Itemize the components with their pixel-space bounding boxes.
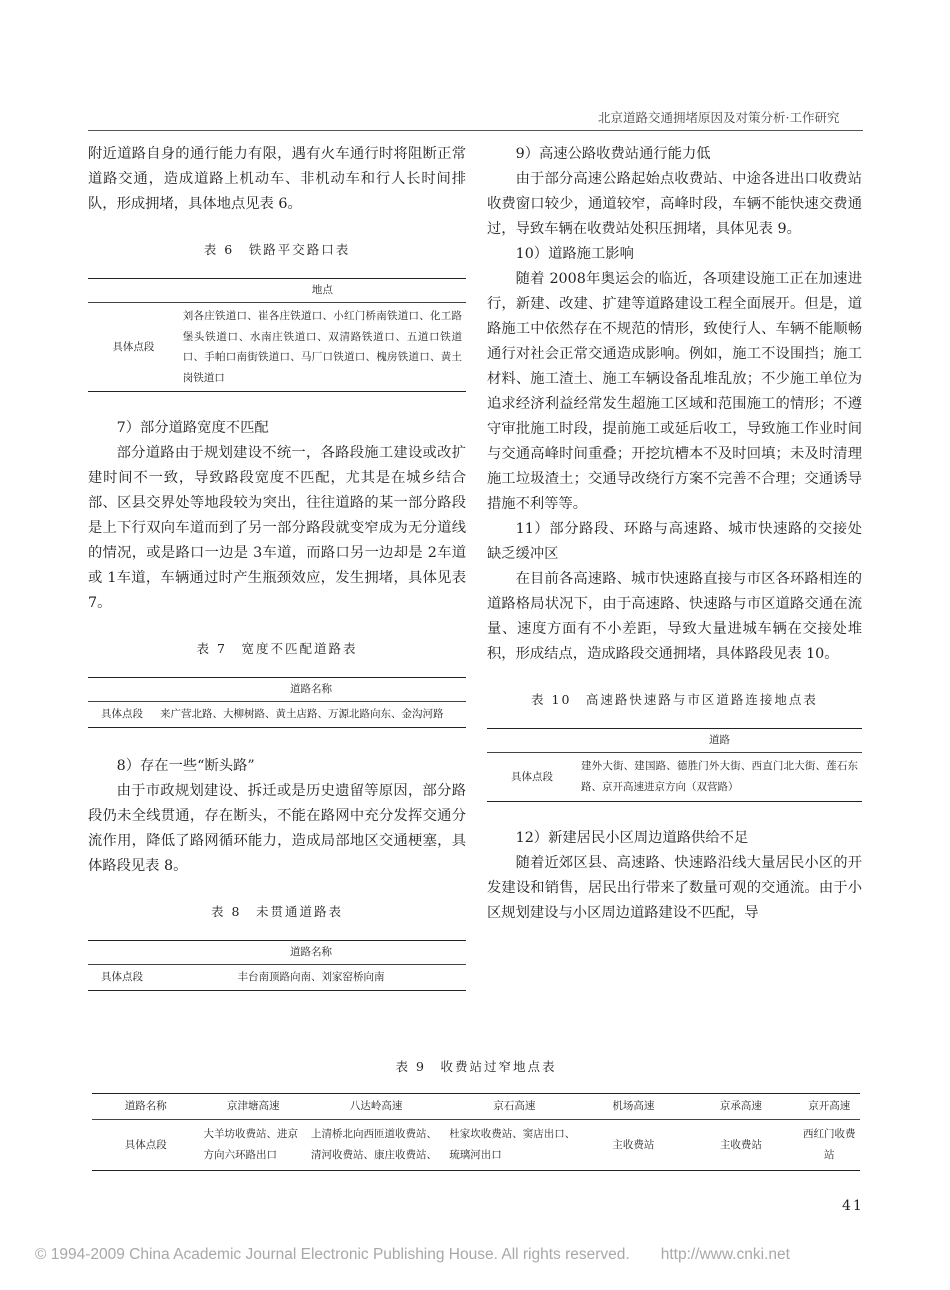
table9-header-cell: 八达岭高速 [307, 1094, 445, 1120]
paragraph-11: 在目前各高速路、城市快速路直接与市区各环路相连的道路格局状况下，由于高速路、快速路与市区道路交通在流量、速度方面有不小差距，导致大量进城车辆在交接处堆积，形成结点，造成路段交通拥堵，具体路段见表 10。 [487, 571, 862, 662]
table7-caption: 表 7 宽度不匹配道路表 [196, 641, 358, 656]
section-heading-8: 8）存在一些“断头路” [116, 758, 255, 774]
section-heading-10: 10）道路施工影响 [515, 246, 634, 262]
table10-row-label: 具体点段 [487, 753, 577, 802]
table7-row-value: 来广营北路、大柳树路、黄土店路、万源北路向东、金沟河路 [156, 702, 466, 728]
table8-header: 道路名称 [156, 941, 466, 965]
table8 [88, 940, 466, 991]
section-heading-9: 9）高速公路收费站通行能力低 [515, 146, 711, 162]
section-heading-12: 12）新建居民小区周边道路供给不足 [515, 830, 749, 846]
table6-header: 地点 [179, 279, 466, 303]
table7-row-label: 具体点段 [88, 702, 156, 728]
paragraph-9: 由于部分高速公路起始点收费站、中途各进出口收费站收费窗口较少，通道较窄，高峰时段，车辆不能快速交费通过，导致车辆在收费站处积压拥堵，具体见表 9。 [487, 171, 862, 237]
section-heading-11: 11）部分路段、环路与高速路、城市快速路的交接处缺乏缓冲区 [487, 521, 862, 562]
table8-stub-header [88, 941, 156, 965]
paragraph-continued: 附近道路自身的通行能力有限，遇有火车通行时将阻断正常道路交通，造成道路上机动车、非机动车和行人长时间排队，形成拥堵，具体地点见表 6。 [88, 146, 466, 212]
table6-stub-header [88, 279, 179, 303]
table7 [88, 677, 466, 728]
table9-cell: 上清桥北向西匝道收费站、清河收费站、康庄收费站、 [307, 1120, 445, 1171]
table9-cell: 杜家坎收费站、窦店出口、琉璃河出口 [445, 1120, 583, 1171]
table9-row-label: 具体点段 [92, 1120, 200, 1171]
table9-header-cell: 京开高速 [799, 1094, 860, 1120]
table9-header-cell: 京承高速 [683, 1094, 798, 1120]
paragraph-10: 随着 2008年奥运会的临近，各项建设施工正在加速进行，新建、改建、扩建等道路建设工程全面展开。但是，道路施工中依然存在不规范的情形，致使行人、车辆不能顺畅通行对社会正常交通造成影响。例如，施工不设围挡；施工材料、施工渣土、施工车辆设备乱堆乱放；不少施工单位为追求经济利益经常发生超施工区域和范围施工的情形；不遵守审批施工时段，提前施工或延后收工，导致施工作业时间与交通高峰时间重叠；开挖坑槽本不及时回填；未及时清理施工垃圾渣土；交通导改绕行方案不完善不合理；交通诱导措施不利等等。 [487, 271, 862, 512]
table7-stub-header [88, 678, 156, 702]
paragraph-7: 部分道路由于规划建设不统一，各路段施工建设或改扩建时间不一致，导致路段宽度不匹配，尤其是在城乡结合部、区县交界处等地段较为突出，往往道路的某一部分路段是上下行双向车道而到了另一部分路段就变窄成为无分道线的情况，或是路口一边是 3车道，而路口另一边却是 2车道或 1车道，车辆通过时产生瓶颈效应，发生拥堵，具体见表 7。 [88, 445, 466, 611]
right-column [487, 142, 862, 926]
table9-cell: 西红门收费站 [799, 1120, 860, 1171]
table10-row-value: 建外大街、建国路、德胜门外大街、西直门北大街、莲石东路、京开高速进京方向（双营路） [577, 753, 862, 802]
copyright-footer: © 1994-2009 China Academic Journal Electronic Publishing House. All rights reserved. http://www.cnki.net [35, 1246, 790, 1263]
table6-row-value: 刘各庄铁道口、崔各庄铁道口、小红门桥南铁道口、化工路堡头铁道口、水南庄铁道口、双清路铁道口、五道口铁道口、手帕口南街铁道口、马厂口铁道口、槐房铁道口、黄土岗铁道口 [179, 303, 466, 392]
table9-cell: 主收费站 [584, 1120, 684, 1171]
table10-stub-header [487, 729, 577, 753]
paragraph-12: 随着近郊区县、高速路、快速路沿线大量居民小区的开发建设和销售，居民出行带来了数量可观的交通流。由于小区规划建设与小区周边道路建设不匹配，导 [487, 855, 862, 921]
table9 [92, 1093, 860, 1171]
table9-cell: 主收费站 [683, 1120, 798, 1171]
table9-block [92, 1057, 860, 1171]
header-rule [88, 130, 863, 131]
table9-header-cell: 道路名称 [92, 1094, 200, 1120]
table6 [88, 278, 466, 392]
table6-caption: 表 6 铁路平交路口表 [203, 242, 351, 257]
table10 [487, 728, 862, 802]
table7-header: 道路名称 [156, 678, 466, 702]
left-column [88, 142, 466, 991]
table8-caption: 表 8 未贯通道路表 [211, 904, 343, 919]
table10-header: 道路 [577, 729, 862, 753]
table9-caption: 表 9 收费站过窄地点表 [395, 1059, 557, 1074]
table9-header-cell: 京津塘高速 [200, 1094, 308, 1120]
paragraph-8: 由于市政规划建设、拆迁或是历史遗留等原因，部分路段仍未全线贯通，存在断头，不能在路网中充分发挥交通分流作用，降低了路网循环能力，造成局部地区交通梗塞，具体路段见表 8。 [88, 783, 466, 874]
table9-header-cell: 机场高速 [584, 1094, 684, 1120]
table9-cell: 大羊坊收费站、进京方向六环路出口 [200, 1120, 308, 1171]
section-heading-7: 7）部分道路宽度不匹配 [116, 420, 269, 436]
table9-header-cell: 京石高速 [445, 1094, 583, 1120]
running-head: 北京道路交通拥堵原因及对策分析·工作研究 [598, 110, 840, 125]
table10-caption: 表 10 高速路快速路与市区道路连接地点表 [531, 692, 818, 707]
table8-row-value: 丰台南顶路向南、刘家窑桥向南 [156, 965, 466, 991]
page-number: 41 [842, 1198, 864, 1214]
table8-row-label: 具体点段 [88, 965, 156, 991]
table6-row-label: 具体点段 [88, 303, 179, 392]
